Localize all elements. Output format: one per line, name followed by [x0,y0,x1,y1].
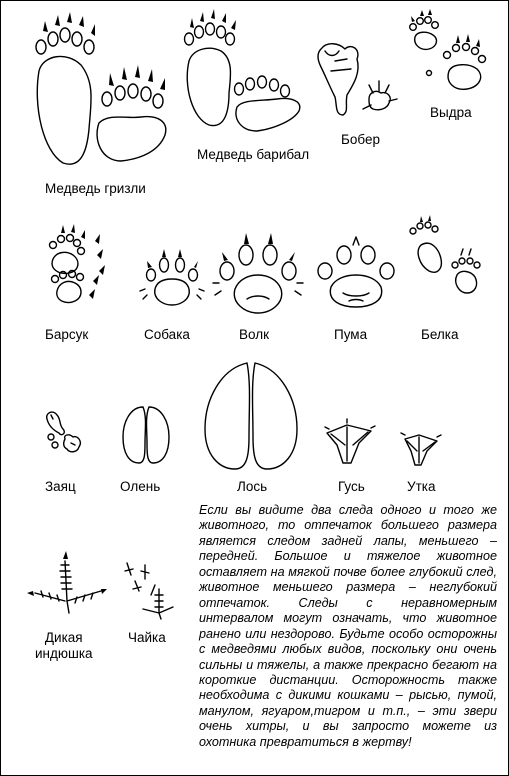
tracks-note-text: Если вы видите два следа одного и того же животного, то отпечаток большего размера является следом задней лапы, меньшего – передней. Большое и тяжелое животное оставляет на мягкой почве более глубокий след, животное меньшего размера – неглубокий отпечаток. Следы с неравномерным интервалом могут означать, что животное ранено или нездорово. Будьте особо осторожны с медведями любых видов, поскольку они очень сильны и тяжелы, а также прекрасно бегают на короткие дистанции. Осторожность также необходима с дикими кошками – рысью, пумой, манулом, ягуаром,тигром и т.п., – эти звери очень хитры, и вы запросто можете из охотника превратиться в жертву! [199,503,497,749]
beaver-track-icon [317,39,399,123]
hare-label: Заяц [45,479,76,494]
puma-label: Пума [334,327,368,342]
grizzly-label: Медведь гризли [45,181,146,196]
gull-track-icon [121,559,175,621]
squirrel-label: Белка [421,327,459,342]
beaver-label: Бобер [341,132,380,147]
puma-track-icon [315,241,397,309]
deer-label: Олень [120,479,161,494]
gull-label: Чайка [128,630,166,645]
badger-label: Барсук [45,327,89,342]
baribal-track-icon [181,15,311,140]
grizzly-track-icon [29,11,179,171]
moose-label: Лось [237,479,268,494]
wolf-track-icon [215,235,301,317]
wolf-label: Волк [239,327,269,342]
otter-label: Выдра [430,105,472,120]
goose-track-icon [323,419,375,469]
moose-track-icon [201,359,303,473]
turkey-label [35,630,93,661]
dog-track-icon [143,249,201,309]
deer-track-icon [117,403,175,467]
duck-track-icon [401,433,441,469]
turkey-label-line1: Дикая [44,630,83,645]
squirrel-track-icon [405,221,489,297]
otter-track-icon [407,13,491,97]
turkey-track-icon [25,551,107,615]
hare-track-icon [41,409,85,455]
turkey-label-line2: индюшка [35,645,93,661]
duck-label: Утка [407,479,436,494]
goose-label: Гусь [338,479,365,494]
baribal-label: Медведь барибал [197,147,310,162]
badger-track-icon [45,225,111,305]
dog-label: Собака [144,327,190,342]
